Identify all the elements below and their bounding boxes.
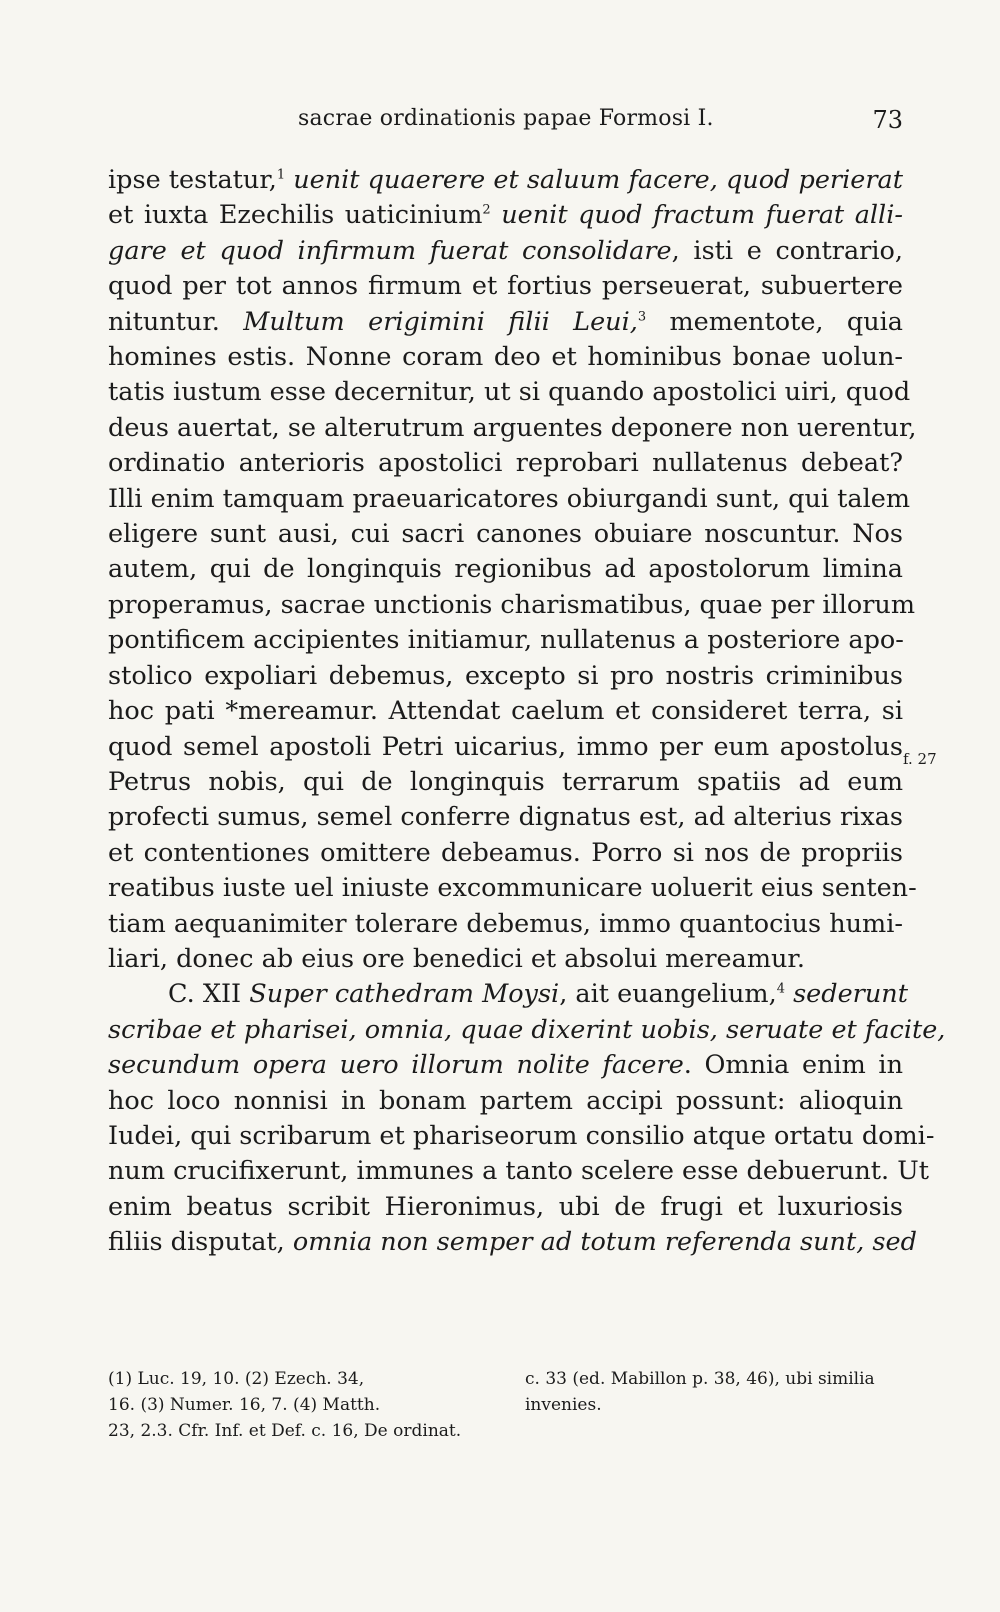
text-run: , isti e contrario, <box>671 235 903 266</box>
text-run: , ait euangelium, <box>559 979 777 1010</box>
text-line <box>108 1119 935 1154</box>
text-run: quod per tot annos firmum et fortius perseuerat, subuertere <box>108 271 903 302</box>
footnote-ref: 1 <box>276 167 286 183</box>
text-run: et iuxta Ezechilis uaticinium <box>108 200 483 231</box>
italic-quote: Multum erigimini filii Leui, <box>243 306 638 337</box>
text-run: hoc loco nonnisi in bonam partem accipi possunt: alioquin <box>108 1085 903 1116</box>
text-line <box>108 375 911 410</box>
footnotes-left-column <box>108 1366 503 1444</box>
italic-quote: uenit quod fractum fuerat alli- <box>501 200 903 231</box>
text-line <box>108 482 911 517</box>
text-line <box>108 977 908 1012</box>
italic-quote: secundum opera uero illorum nolite facere <box>108 1050 684 1081</box>
text-line <box>108 269 903 304</box>
text-run: deus auertat, se alterutrum arguentes deponere non uerentur, <box>108 412 917 443</box>
text-run: quod semel apostoli Petri uicarius, immo per eum apostolus <box>108 731 903 762</box>
page-header <box>108 104 903 140</box>
text-line <box>108 1013 946 1048</box>
text-line <box>108 871 917 906</box>
footnote-line: c. 33 (ed. Mabillon p. 38, 46), ubi similia <box>525 1369 875 1389</box>
text-line <box>108 765 903 800</box>
text-line <box>108 1225 917 1260</box>
text-run: . Omnia enim in <box>683 1050 904 1081</box>
text-run: ordinatio anterioris apostolici reprobari nullatenus debeat? <box>108 448 903 479</box>
text-line <box>108 907 903 942</box>
text-run: homines estis. Nonne coram deo et hominibus bonae uolun- <box>108 342 903 373</box>
footnote-line: invenies. <box>525 1395 602 1415</box>
text-run: C. XII <box>168 979 250 1010</box>
text-line <box>108 588 916 623</box>
text-line <box>108 198 903 233</box>
text-line <box>108 552 903 587</box>
text-run: nituntur. <box>108 306 244 337</box>
footnote-ref: 4 <box>776 981 785 997</box>
footnote-line: 16. (3) Numer. 16, 7. (4) Matth. <box>108 1395 381 1415</box>
text-line <box>108 234 903 269</box>
text-run: reatibus iuste uel iniuste excommunicare uoluerit eius senten- <box>108 873 917 904</box>
page-number: 73 <box>872 106 903 134</box>
italic-quote: gare et quod infirmum fuerat consolidare <box>108 235 672 266</box>
text-run <box>491 200 502 230</box>
text-run: enim beatus scribit Hieronimus, ubi de frugi et luxuriosis <box>108 1191 903 1222</box>
footnote-ref: 2 <box>482 202 491 218</box>
footnote-ref: 3 <box>637 309 647 325</box>
text-line <box>108 623 903 658</box>
text-line <box>108 942 903 977</box>
text-run <box>785 979 793 1009</box>
text-line <box>108 1154 930 1189</box>
running-title: sacrae ordinationis papae Formosi I. <box>298 106 714 131</box>
text-run: properamus, sacrae unctionis charismatibus, quae per illorum <box>108 589 916 620</box>
text-line <box>108 1084 903 1119</box>
text-run: eligere sunt ausi, cui sacri canones obuiare noscuntur. Nos <box>108 519 903 550</box>
text-line <box>108 163 903 198</box>
text-run: stolico expoliari debemus, excepto si pro nostris criminibus <box>108 660 903 691</box>
text-line <box>108 1048 903 1083</box>
text-run: profecti sumus, semel conferre dignatus est, ad alterius rixas <box>108 802 903 833</box>
italic-quote: scribae et pharisei, omnia, quae dixerint uobis, seruate et facite, <box>108 1014 946 1045</box>
text-run: tatis iustum esse decernitur, ut si quando apostolici uiri, quod <box>108 377 911 408</box>
text-run: Iudei, qui scribarum et phariseorum consilio atque ortatu domi- <box>108 1120 935 1151</box>
footnotes-right-column <box>525 1366 903 1418</box>
text-run: num crucifixerunt, immunes a tanto scelere esse debuerunt. Ut <box>108 1156 930 1187</box>
margin-folio-note: f. 27 <box>903 750 937 768</box>
text-line <box>108 340 903 375</box>
text-line <box>108 800 903 835</box>
italic-quote: omnia non semper ad totum referenda sunt, sed <box>292 1227 917 1258</box>
text-line <box>108 836 903 871</box>
text-run: autem, qui de longinquis regionibus ad apostolorum limina <box>108 554 903 585</box>
text-run <box>285 165 293 195</box>
text-run: et contentiones omittere debeamus. Porro si nos de propriis <box>108 837 903 868</box>
text-run: filiis disputat, <box>108 1227 293 1258</box>
text-run: tiam aequanimiter tolerare debemus, immo quantocius humi- <box>108 908 903 939</box>
text-run: mementote, quia <box>646 306 903 337</box>
text-line <box>108 659 903 694</box>
text-line <box>108 1190 903 1225</box>
footnote-line: 23, 2.3. Cfr. Inf. et Def. c. 16, De ordinat. <box>108 1421 462 1441</box>
text-run: Petrus nobis, qui de longinquis terrarum spatiis ad eum <box>108 766 903 797</box>
text-run: Illi enim tamquam praeuaricatores obiurgandi sunt, qui talem <box>108 483 911 514</box>
text-run: ipse testatur, <box>108 165 277 195</box>
italic-quote: sederunt <box>793 979 908 1010</box>
text-line <box>108 446 903 481</box>
text-line <box>108 305 903 340</box>
italic-quote: Super cathedram Moysi <box>249 979 560 1010</box>
text-line <box>108 411 917 446</box>
text-line <box>108 730 903 765</box>
text-run: pontificem accipientes initiamur, nullatenus a posteriore apo- <box>108 625 904 656</box>
text-run: hoc pati *mereamur. Attendat caelum et consideret terra, si <box>108 696 903 727</box>
text-line <box>108 517 903 552</box>
text-run: liari, donec ab eius ore benedici et absolui mereamur. <box>108 943 805 974</box>
text-line <box>108 694 903 729</box>
italic-quote: uenit quaerere et saluum facere, quod perierat <box>293 165 903 195</box>
footnote-line: (1) Luc. 19, 10. (2) Ezech. 34, <box>108 1369 365 1389</box>
